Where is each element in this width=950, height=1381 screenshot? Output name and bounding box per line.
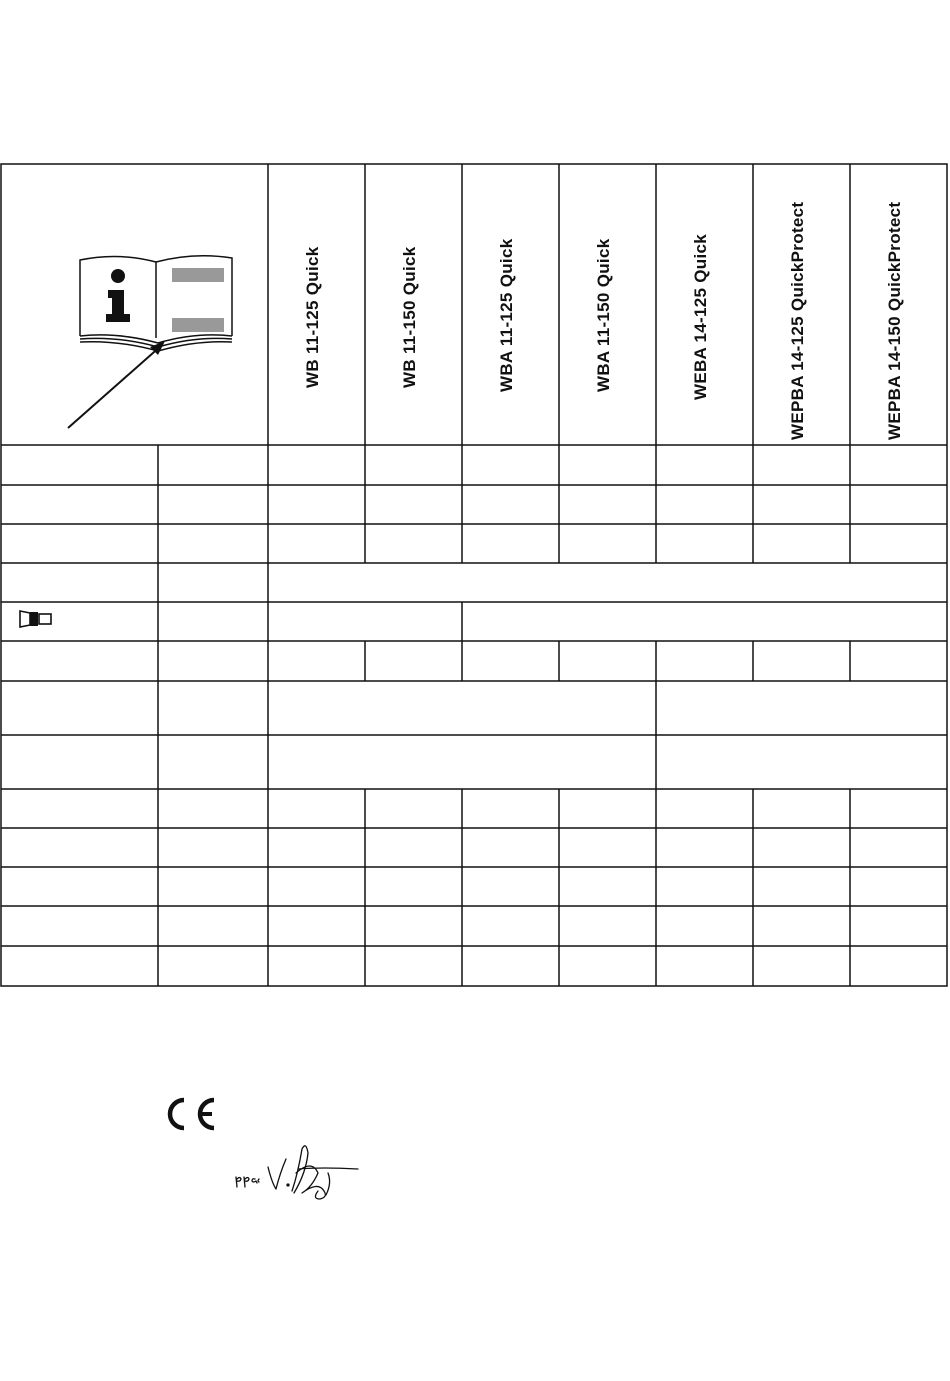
- ce-mark: [162, 1096, 218, 1132]
- row-separators: [1, 485, 947, 946]
- plug-connector-icon: [18, 608, 54, 630]
- read-instructions-book-icon: [60, 255, 240, 435]
- handwritten-signature: [232, 1133, 362, 1213]
